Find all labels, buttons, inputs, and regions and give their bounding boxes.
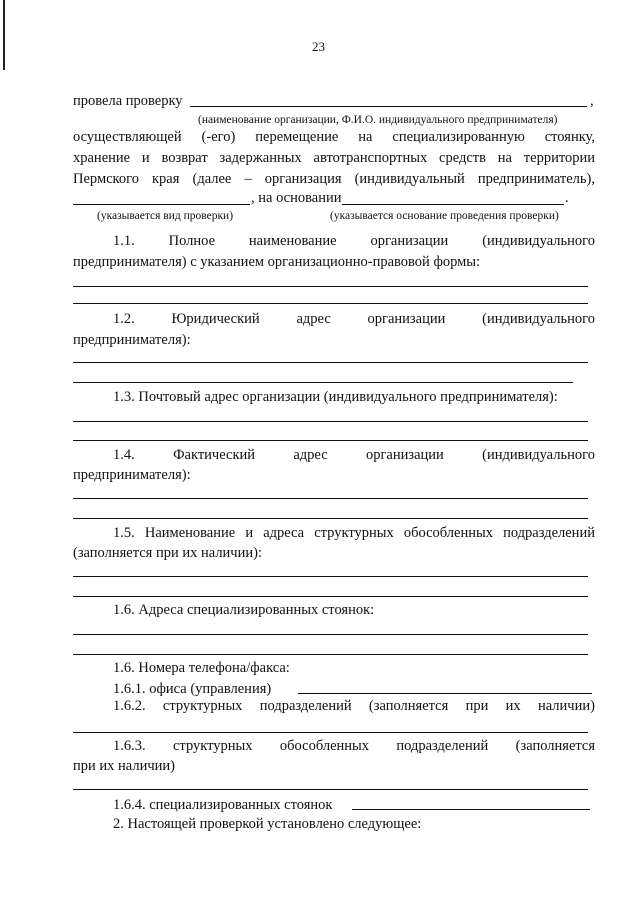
word: организация bbox=[264, 171, 342, 187]
binder-margin-line bbox=[3, 0, 5, 70]
header-line3 bbox=[73, 149, 595, 167]
item-1-5-blank-2[interactable] bbox=[73, 596, 588, 597]
word: (индивидуального bbox=[482, 447, 595, 463]
word: перемещение bbox=[255, 129, 339, 145]
section-2-heading: 2. Настоящей проверкой установлено следующее: bbox=[113, 816, 422, 832]
word: осуществляющей bbox=[73, 129, 182, 145]
item-1-6-2-line1 bbox=[113, 697, 595, 715]
item-1-1-line2: предпринимателя) с указанием организационно-правовой формы: bbox=[73, 254, 481, 270]
header-line1-comma: , bbox=[590, 93, 594, 109]
word: их bbox=[505, 698, 521, 714]
word: возврат bbox=[161, 150, 208, 166]
word: задержанных bbox=[219, 150, 302, 166]
item-1-2-blank-1[interactable] bbox=[73, 362, 588, 363]
word: структурных bbox=[173, 738, 253, 754]
word: организации bbox=[367, 311, 446, 327]
word: на bbox=[358, 129, 373, 145]
word: обособленных bbox=[279, 738, 370, 754]
word: территории bbox=[523, 150, 595, 166]
word: и bbox=[245, 525, 254, 541]
word: (индивидуального bbox=[482, 233, 595, 249]
word: Фактический bbox=[173, 447, 256, 463]
item-1-1-line1 bbox=[113, 232, 595, 250]
word: (заполняется bbox=[515, 738, 595, 754]
item-1-6-blank-2[interactable] bbox=[73, 654, 588, 655]
item-1-5-blank-1[interactable] bbox=[73, 576, 588, 577]
word: адрес bbox=[293, 447, 328, 463]
item-1-6-3-line2: при их наличии) bbox=[73, 758, 175, 774]
word: и bbox=[141, 150, 150, 166]
word: Наименование bbox=[144, 525, 236, 541]
note-org-name: (наименование организации, Ф.И.О. индивидуального предпринимателя) bbox=[198, 114, 558, 126]
note-inspection-type: (указывается вид проверки) bbox=[97, 210, 234, 222]
word: подразделений bbox=[503, 525, 595, 541]
word: наличии) bbox=[537, 698, 595, 714]
word: обособленных bbox=[403, 525, 493, 541]
header-line1-label: провела проверку bbox=[73, 93, 183, 109]
org-name-blank[interactable] bbox=[190, 106, 587, 107]
word: автотранспортных bbox=[313, 150, 428, 166]
word: адрес bbox=[296, 311, 331, 327]
word: 1.1. bbox=[113, 233, 135, 249]
item-1-6-3-line1 bbox=[113, 737, 595, 755]
word: специализированную bbox=[392, 129, 525, 145]
word: 1.5. bbox=[113, 525, 135, 541]
item-1-1-blank-2[interactable] bbox=[73, 303, 588, 304]
item-1-6-addresses: 1.6. Адреса специализированных стоянок: bbox=[113, 602, 375, 618]
word: организации bbox=[365, 447, 444, 463]
item-1-6-1: 1.6.1. офиса (управления) bbox=[113, 681, 272, 697]
word: 1.6.3. bbox=[113, 738, 146, 754]
item-1-4-line2: предпринимателя): bbox=[73, 467, 191, 483]
header-line5-period: . bbox=[565, 190, 569, 206]
word: края bbox=[152, 171, 180, 187]
header-line4 bbox=[73, 170, 595, 188]
item-1-6-1-blank[interactable] bbox=[298, 693, 592, 694]
word: Пермского bbox=[73, 171, 139, 187]
word: адреса bbox=[263, 525, 305, 541]
item-1-2-line1 bbox=[113, 310, 595, 328]
word: (далее bbox=[192, 171, 232, 187]
word: (индивидуальный bbox=[354, 171, 465, 187]
word: 1.6.2. bbox=[113, 698, 146, 714]
item-1-6-2-blank[interactable] bbox=[73, 732, 588, 733]
inspection-basis-blank[interactable] bbox=[342, 204, 564, 205]
item-1-3-blank-2[interactable] bbox=[73, 440, 588, 441]
word: структурных bbox=[314, 525, 394, 541]
word: 1.2. bbox=[113, 311, 135, 327]
word: наименование bbox=[248, 233, 337, 249]
item-1-6-4: 1.6.4. специализированных стоянок bbox=[113, 797, 333, 813]
item-1-1-blank-1[interactable] bbox=[73, 286, 588, 287]
item-1-5-line1 bbox=[113, 524, 595, 542]
word: предприниматель), bbox=[477, 171, 595, 187]
item-1-4-blank-2[interactable] bbox=[73, 518, 588, 519]
header-line5-basis: , на основании bbox=[251, 190, 342, 206]
word: (заполняется bbox=[368, 698, 449, 714]
item-1-4-line1 bbox=[113, 446, 595, 464]
inspection-type-blank[interactable] bbox=[73, 204, 250, 205]
note-inspection-basis: (указывается основание проведения проверки) bbox=[330, 210, 559, 222]
item-1-3-blank-1[interactable] bbox=[73, 421, 588, 422]
item-1-6-phones: 1.6. Номера телефона/факса: bbox=[113, 660, 290, 676]
item-1-3: 1.3. Почтовый адрес организации (индивидуального предпринимателя): bbox=[113, 389, 558, 405]
item-1-6-4-blank[interactable] bbox=[352, 809, 590, 810]
item-1-6-3-blank[interactable] bbox=[73, 789, 588, 790]
item-1-5-line2: (заполняется при их наличии): bbox=[73, 545, 262, 561]
word: 1.4. bbox=[113, 447, 135, 463]
word: организации bbox=[370, 233, 449, 249]
word: подразделений bbox=[396, 738, 489, 754]
word: хранение bbox=[73, 150, 131, 166]
word: подразделений bbox=[259, 698, 352, 714]
header-line2 bbox=[73, 128, 595, 146]
word: Полное bbox=[168, 233, 216, 249]
item-1-2-line2: предпринимателя): bbox=[73, 332, 191, 348]
item-1-2-blank-2[interactable] bbox=[73, 382, 573, 383]
word: при bbox=[465, 698, 489, 714]
page-number: 23 bbox=[312, 39, 325, 54]
word: Юридический bbox=[171, 311, 260, 327]
word: (индивидуального bbox=[482, 311, 595, 327]
item-1-6-blank-1[interactable] bbox=[73, 634, 588, 635]
word: структурных bbox=[162, 698, 243, 714]
word: на bbox=[497, 150, 512, 166]
item-1-4-blank-1[interactable] bbox=[73, 498, 588, 499]
word: средств bbox=[439, 150, 486, 166]
word: (-его) bbox=[201, 129, 236, 145]
word: стоянку, bbox=[544, 129, 595, 145]
word: – bbox=[244, 171, 252, 187]
